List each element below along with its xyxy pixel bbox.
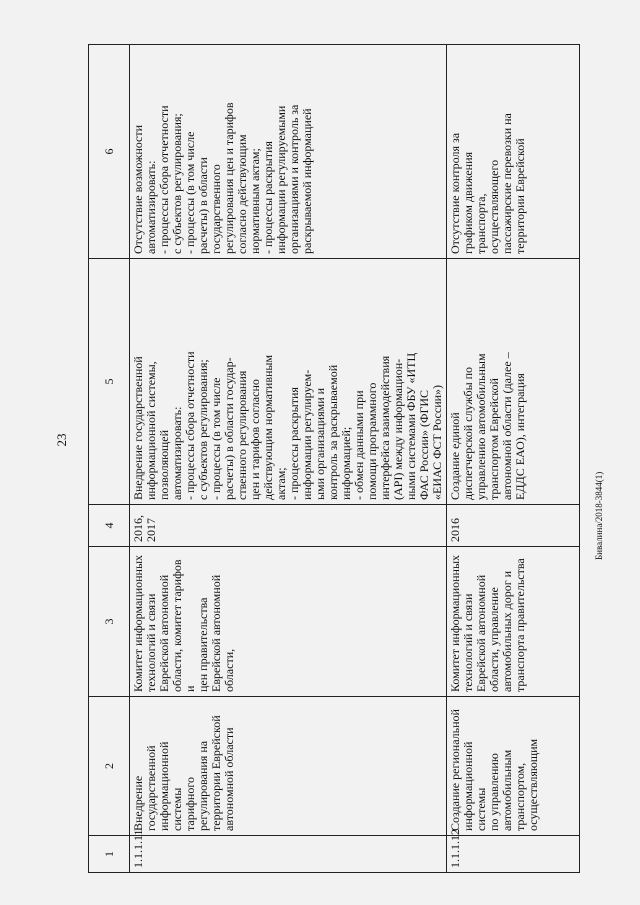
row-number-cell: 1.1.1.11 — [130, 836, 447, 873]
rotated-table-container — [88, 45, 580, 873]
measure-name-cell: Внедрение государственной информационной системы тарифного регулирования на территории Еврейской автономной области — [130, 697, 447, 836]
year-cell: 2016 — [447, 505, 580, 547]
problem-cell: Отсутствие контроля за графиком движения транспорта, осуществляющего пассажирские перевозки на территории Еврейской — [447, 45, 580, 259]
column-header-1: 1 — [89, 836, 130, 873]
year-cell: 2016, 2017 — [130, 505, 447, 547]
column-header-3: 3 — [89, 547, 130, 697]
row-number-cell: 1.1.1.12 — [447, 836, 580, 873]
column-header-4: 4 — [89, 505, 130, 547]
expected-result-cell: Создание единой диспетчерской службы по управлению автомобильным транспортом Еврейской автономной области (далее – ЕДДС ЕАО), интеграция — [447, 259, 580, 505]
executor-cell: Комитет информационных технологий и связи Еврейской автономной области, комитет тарифов и цен правительства Еврейской автономной области, — [130, 547, 447, 697]
column-header-5: 5 — [89, 259, 130, 505]
executor-cell: Комитет информационных технологий и связи Еврейской автономной области, управление автомобильных дорог и транспорта правительства — [447, 547, 580, 697]
column-header-2: 2 — [89, 697, 130, 836]
expected-result-cell: Внедрение государственной информационной системы, позволяющей автоматизировать: - процессы сбора отчетности с субъектов регулирования; - процессы (в том числе расчеты) в области государ- ственного регулирования цен и тарифов согласно действующим нормативным актам; - процессы раскрытия информации регулируем- ыми организациями и контроль за раскрываемой информацией; - обмен данными при помощи программного интерфейса взаимодействия (API) между информацион- ными системами ФБУ «ИТЦ ФАС России» (ФГИС «ЕИАС ФСТ России») — [130, 259, 447, 505]
document-footer-code: Бивалина/2018-3844(1) — [594, 471, 604, 560]
column-header-6: 6 — [89, 45, 130, 259]
page-number: 23 — [54, 433, 69, 447]
table-row — [130, 45, 447, 873]
table-header-row — [89, 45, 130, 873]
problem-cell: Отсутствие возможности автоматизировать: - процессы сбора отчетности с субъектов регулирования; - процессы (в том числе расчеты) в области государственного регулирования цен и тарифов согласно действующим нормативным актам; - процессы раскрытия информации регулируемыми организациями и контроль за раскрываемой информацией — [130, 45, 447, 259]
program-measures-table — [88, 44, 580, 873]
table-row — [447, 45, 580, 873]
measure-name-cell: Создание региональной информационной системы по управлению автомобильным транспортом, осуществляющим — [447, 697, 580, 836]
